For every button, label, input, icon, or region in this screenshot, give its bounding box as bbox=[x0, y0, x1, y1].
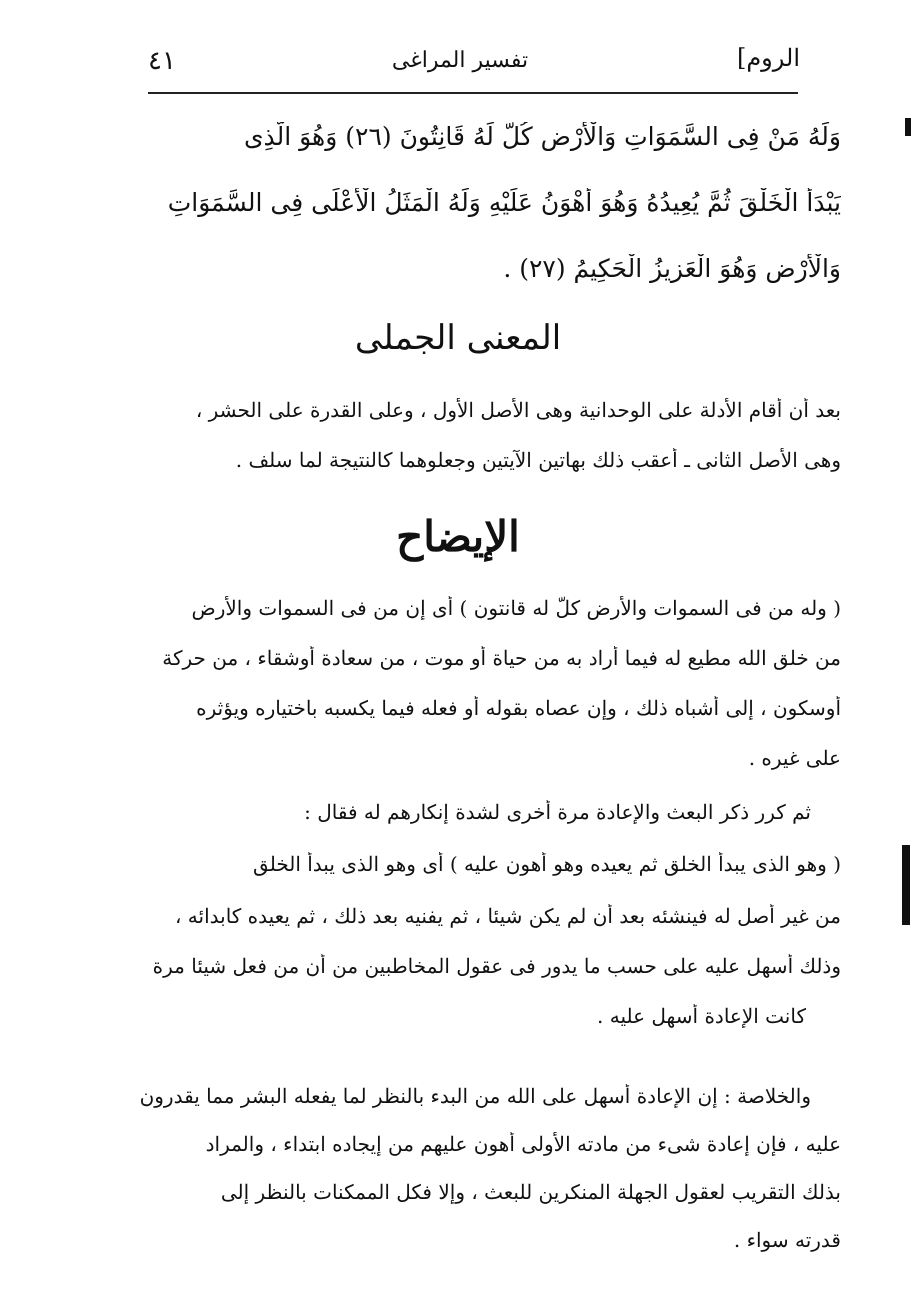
conclusion-line: والخلاصة : إن الإعادة أسهل على الله من البدء بالنظر لما يفعله البشر مما يقدرون bbox=[139, 1084, 811, 1108]
scan-mark bbox=[905, 118, 911, 136]
header-rule bbox=[148, 92, 798, 94]
page-number: ٤١ bbox=[148, 46, 176, 76]
verse-line: يَبْدَأُ الْخَلْقَ ثُمَّ يُعِيدُهُ وَهُوَ أَهْوَنُ عَلَيْهِ وَلَهُ الْمَثَلُ الْأَعْلَى فِى السَّمَوَاتِ bbox=[167, 188, 841, 217]
book-title: تفسير المراغى bbox=[391, 48, 529, 73]
body-line: على غيره . bbox=[748, 746, 841, 770]
body-line: أوسكون ، إلى أشباه ذلك ، وإن عصاه بقوله أو فعله فيما يكسبه باختياره ويؤثره bbox=[196, 696, 841, 720]
body-line: كانت الإعادة أسهل عليه . bbox=[597, 1004, 806, 1028]
body-line: بعد أن أقام الأدلة على الوحدانية وهى الأصل الأول ، وعلى القدرة على الحشر ، bbox=[195, 398, 841, 422]
scan-mark bbox=[902, 845, 910, 925]
body-line: من خلق الله مطيع له فيما أراد به من حياة أو موت ، من سعادة أوشقاء ، من حركة bbox=[162, 646, 841, 670]
conclusion-line: عليه ، فإن إعادة شىء من مادته الأولى أهون عليهم من إيجاده ابتداء ، والمراد bbox=[205, 1132, 841, 1156]
surah-name: الروم] bbox=[736, 44, 800, 72]
running-header bbox=[120, 40, 800, 84]
body-line: وذلك أسهل عليه على حسب ما يدور فى عقول المخاطبين من أن من فعل شيئا مرة bbox=[152, 954, 841, 978]
verse-line: وَالْأَرْضِ وَهُوَ الْعَزِيزُ الْحَكِيمُ (٢٧) . bbox=[503, 254, 841, 283]
section-heading-explanation: الإيضاح bbox=[396, 512, 520, 561]
verse-line: وَلَهُ مَنْ فِى السَّمَوَاتِ وَالْأَرْضِ كُلٌّ لَهُ قَانِتُونَ (٢٦) وَهُوَ الَّذِى bbox=[243, 122, 841, 151]
conclusion-line: بذلك التقريب لعقول الجهلة المنكرين للبعث ، وإلا فكل الممكنات بالنظر إلى bbox=[220, 1180, 841, 1204]
body-line: وهى الأصل الثانى ـ أعقب ذلك بهاتين الآيتين وجعلوهما كالنتيجة لما سلف . bbox=[235, 448, 841, 472]
conclusion-line: قدرته سواء . bbox=[733, 1228, 841, 1252]
body-line: ( وهو الذى يبدأ الخلق ثم يعيده وهو أهون عليه ) أى وهو الذى يبدأ الخلق bbox=[253, 852, 841, 876]
body-line: من غير أصل له فينشئه بعد أن لم يكن شيئا ، ثم يفنيه بعد ذلك ، ثم يعيده كابدائه ، bbox=[174, 904, 841, 928]
body-line: ( وله من فى السموات والأرض كلٌّ له قانتون ) أى إن من فى السموات والأرض bbox=[191, 596, 841, 620]
section-heading-general-meaning: المعنى الجملى bbox=[354, 318, 562, 358]
body-line: ثم كرر ذكر البعث والإعادة مرة أخرى لشدة إنكارهم له فقال : bbox=[304, 800, 811, 824]
